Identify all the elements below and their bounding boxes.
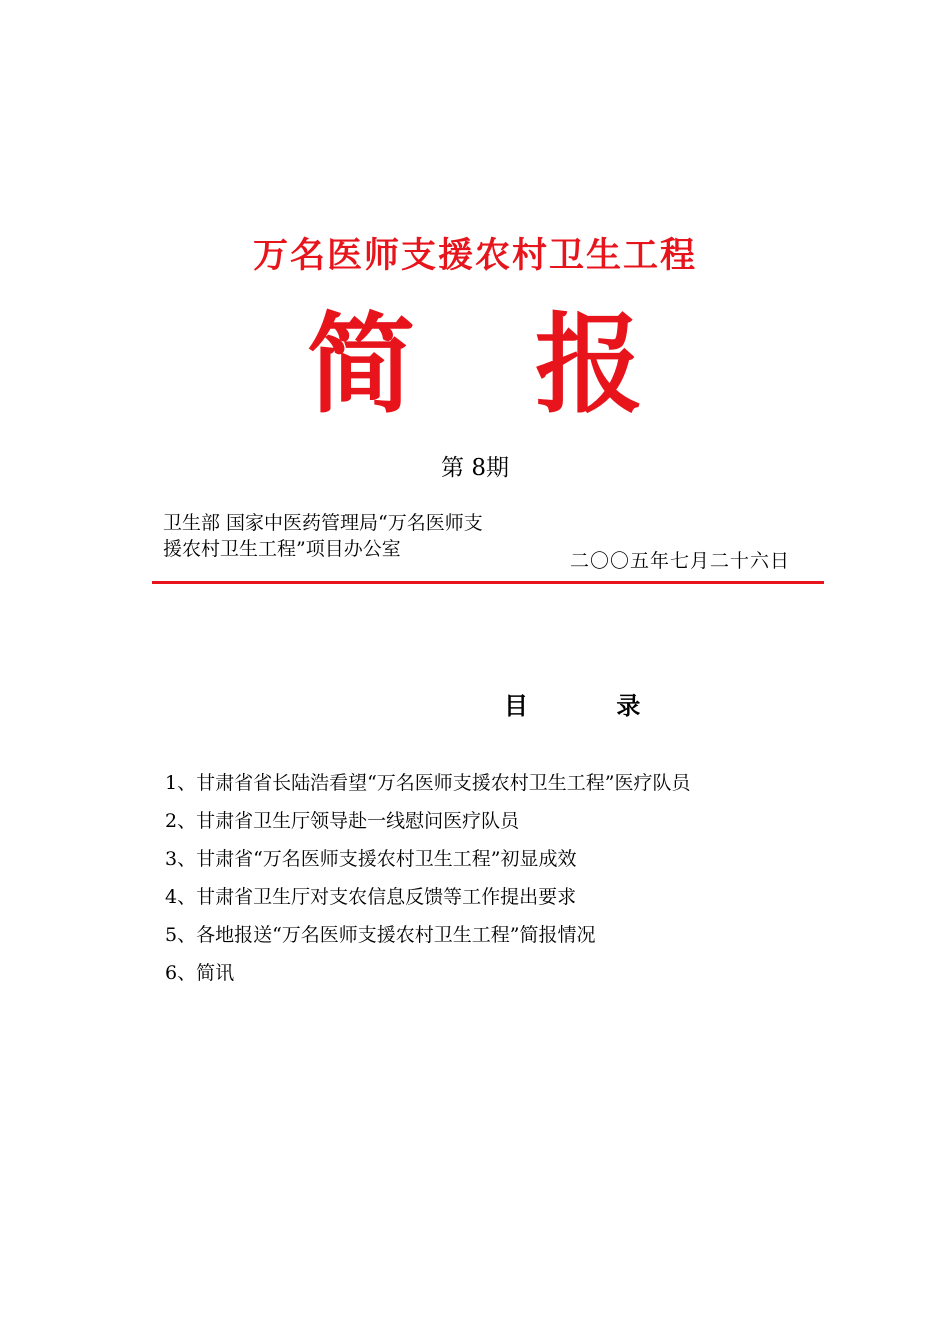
- toc-item: 1、甘肃省省长陆浩看望“万名医师支援农村卫生工程”医疗队员: [165, 772, 691, 794]
- bulletin-title: [0, 300, 950, 430]
- issuing-office: 卫生部 国家中医药管理局“万名医师支援农村卫生工程”项目办公室: [163, 512, 483, 560]
- series-title: 万名医师支援农村卫生工程: [252, 236, 697, 276]
- red-divider-line: [152, 581, 824, 584]
- toc-item: 4、甘肃省卫生厅对支农信息反馈等工作提出要求: [165, 886, 577, 908]
- bulletin-title-char-2: 报: [535, 302, 644, 428]
- toc-item: 3、甘肃省“万名医师支援农村卫生工程”初显成效: [165, 848, 577, 870]
- table-of-contents: [165, 767, 845, 995]
- toc-item: 2、甘肃省卫生厅领导赴一线慰问医疗队员: [165, 810, 520, 832]
- toc-heading: 目 录: [504, 692, 641, 720]
- toc-item: 5、各地报送“万名医师支援农村卫生工程”简报情况: [165, 924, 596, 946]
- issue-date: 二〇〇五年七月二十六日: [570, 550, 791, 572]
- bulletin-title-char-1: 简: [306, 302, 415, 428]
- issue-number: 第 8期: [441, 455, 509, 481]
- toc-item: 6、简讯: [165, 962, 235, 984]
